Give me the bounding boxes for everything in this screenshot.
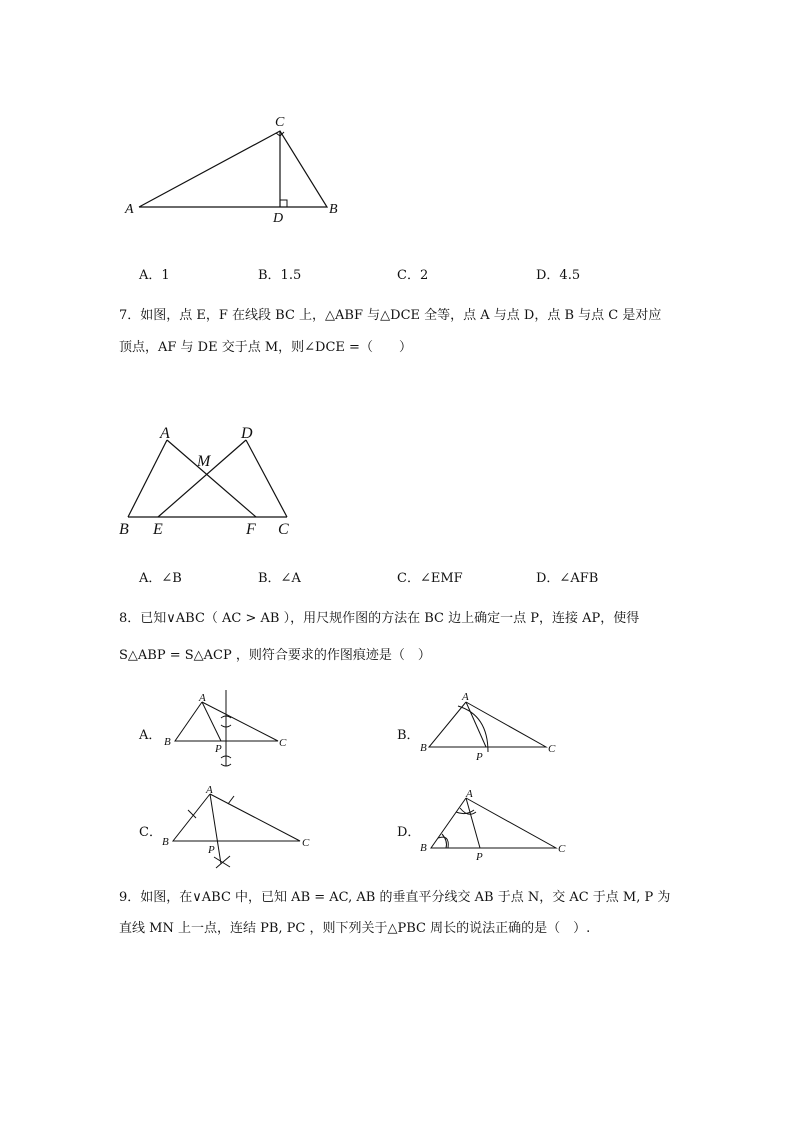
q7-question-line2: 顶点，AF 与 DE 交于点 M，则∠DCE =（ ） — [119, 340, 412, 355]
q8-choice-d-label[interactable]: D． — [397, 825, 421, 840]
q7-label-M: M — [197, 453, 211, 470]
q7-label-C: C — [278, 521, 289, 538]
q6-label-D: D — [273, 211, 284, 226]
q8d-label-C: C — [558, 843, 566, 855]
q8-choice-a-label[interactable]: A． — [139, 728, 162, 743]
q8d-label-B: B — [420, 842, 427, 854]
q7-question-line1: 7．如图，点 E，F 在线段 BC 上，△ABF 与△DCE 全等，点 A 与点 D，点 B 与点 C 是对应 — [119, 308, 662, 323]
q6-option-c[interactable]: C．2 — [397, 268, 429, 283]
q6-label-A: A — [125, 202, 134, 217]
q8-figure-c — [160, 782, 320, 872]
q6-option-b[interactable]: B．1.5 — [258, 268, 302, 283]
q8-question-line2: S△ABP = S△ACP ，则符合要求的作图痕迹是（ ） — [119, 648, 431, 663]
q8b-label-P: P — [476, 751, 483, 763]
q7-option-c[interactable]: C．∠EMF — [397, 571, 463, 586]
q6-triangle-figure — [115, 110, 355, 230]
q7-label-E: E — [153, 521, 163, 538]
q8b-label-B: B — [420, 742, 427, 754]
q8c-label-P: P — [208, 844, 215, 856]
q8a-label-P: P — [215, 743, 222, 755]
q6-label-C: C — [275, 115, 285, 130]
q8-choice-c-label[interactable]: C． — [139, 825, 162, 840]
q7-option-d[interactable]: D．∠AFB — [536, 571, 599, 586]
q7-option-b[interactable]: B．∠A — [258, 571, 301, 586]
q8c-label-C: C — [302, 837, 310, 849]
q9-question-line2: 直线 MN 上一点，连结 PB, PC ，则下列关于△PBC 周长的说法正确的是（ ）. — [119, 921, 591, 936]
q6-option-d[interactable]: D．4.5 — [536, 268, 581, 283]
q7-label-F: F — [246, 521, 256, 538]
q8a-label-B: B — [164, 736, 171, 748]
q7-option-a[interactable]: A．∠B — [139, 571, 182, 586]
q7-label-A: A — [160, 425, 170, 442]
q6-option-a[interactable]: A．1 — [139, 268, 170, 283]
q7-label-B: B — [119, 521, 129, 538]
q8-figure-d — [418, 786, 578, 866]
q8a-label-C: C — [279, 737, 287, 749]
q8a-label-A: A — [199, 692, 206, 704]
q7-triangles-figure — [115, 420, 315, 545]
q8b-label-A: A — [462, 691, 469, 703]
q7-label-D: D — [241, 425, 253, 442]
q8-figure-b — [418, 690, 568, 770]
q6-label-B: B — [329, 202, 338, 217]
q8-choice-b-label[interactable]: B． — [397, 728, 420, 743]
q8c-label-A: A — [206, 784, 213, 796]
q8c-label-B: B — [162, 836, 169, 848]
q8-question-line1: 8．已知∨ABC（ AC > AB ），用尺规作图的方法在 BC 边上确定一点 P，连接 AP，使得 — [119, 611, 640, 626]
q8-figure-a — [160, 688, 295, 773]
q9-question-line1: 9．如图，在∨ABC 中，已知 AB = AC, AB 的垂直平分线交 AB 于点 N，交 AC 于点 M, P 为 — [119, 890, 671, 905]
q8b-label-C: C — [548, 743, 556, 755]
q8d-label-P: P — [476, 851, 483, 863]
q8d-label-A: A — [466, 788, 473, 800]
